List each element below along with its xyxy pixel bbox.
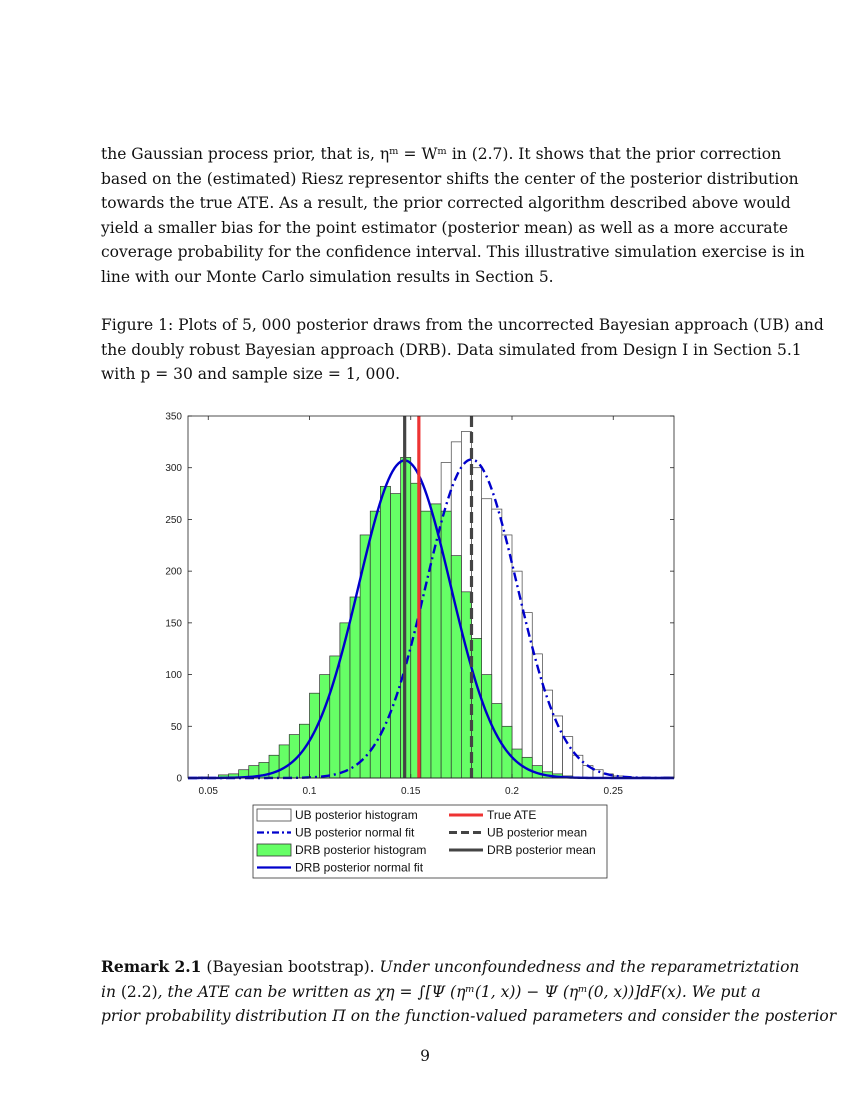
drb-histogram-bar (391, 494, 401, 778)
legend-swatch (257, 844, 291, 856)
y-tick-label: 0 (176, 773, 182, 785)
legend-label: DRB posterior mean (487, 843, 596, 857)
y-tick-label: 250 (165, 514, 182, 526)
legend-swatch (257, 809, 291, 821)
legend-label: True ATE (487, 808, 537, 822)
remark-italic: Under unconfoundedness and the reparametriztation (374, 958, 800, 976)
drb-histogram-bar (299, 724, 309, 778)
text-line: towards the true ATE. As a result, the prior corrected algorithm described above would (101, 194, 791, 213)
equation-ref[interactable]: (2.2) (120, 982, 158, 1001)
x-tick-label: 0.15 (401, 786, 421, 797)
legend-label: UB posterior normal fit (295, 825, 415, 840)
drb-histogram-bar (310, 693, 320, 778)
text-line: yield a smaller bias for the point estimator (posterior mean) as well as a more accurate (101, 218, 789, 237)
y-tick-label: 200 (165, 566, 182, 578)
ub-histogram-bar (522, 613, 532, 778)
ub-histogram-bar (542, 690, 552, 778)
drb-histogram-bar (461, 592, 471, 778)
ub-histogram-bar (532, 654, 542, 778)
remark-line (101, 980, 761, 1005)
y-tick-label: 150 (165, 618, 182, 630)
legend-label: UB posterior mean (487, 825, 588, 840)
caption-line: Figure 1: Plots of 5, 000 posterior draws from the uncorrected Bayesian approach (UB) and (101, 316, 824, 334)
legend-label: DRB posterior normal fit (295, 860, 424, 875)
ub-histogram-bar (512, 571, 522, 778)
x-tick-label: 0.25 (603, 786, 623, 797)
histogram-chart (150, 405, 690, 885)
remark-line: prior probability distribution Π on the function-valued parameters and consider the posterior (101, 1007, 837, 1026)
remark-paragraph (101, 955, 837, 1029)
text-line: based on the (estimated) Riesz representor shifts the center of the posterior distribution (101, 169, 799, 188)
drb-histogram-bar (320, 675, 330, 778)
remark-formula: , the ATE can be written as χη = ∫[Ψ (ηᵐ(1, x)) − Ψ (ηᵐ(0, x))]dF(x). (157, 982, 687, 1001)
legend-label: UB posterior histogram (295, 808, 418, 822)
text-line: line with our Monte Carlo simulation results in Section 5. (101, 267, 554, 286)
remark-italic: We put a (686, 982, 761, 1001)
x-tick-label: 0.2 (505, 786, 519, 797)
drb-histogram-bar (421, 511, 431, 778)
caption-line: the doubly robust Bayesian approach (DRB). Data simulated from Design I in Section 5.1 (101, 340, 802, 359)
y-tick-label: 300 (165, 463, 182, 475)
page-number: 9 (420, 1047, 430, 1065)
drb-histogram-bar (279, 745, 289, 778)
legend-label: DRB posterior histogram (295, 843, 427, 857)
remark-line (101, 955, 800, 980)
x-tick-label: 0.05 (198, 786, 218, 797)
remark-text: in (101, 982, 121, 1001)
caption-line: with p = 30 and sample size = 1, 000. (101, 365, 401, 384)
figure-caption (101, 313, 824, 387)
y-tick-label: 100 (165, 670, 182, 682)
x-tick-label: 0.1 (302, 786, 317, 797)
drb-histogram-bar (350, 597, 360, 778)
remark-paren: (Bayesian bootstrap). (201, 958, 375, 976)
drb-histogram-bar (451, 556, 461, 778)
text-line: the Gaussian process prior, that is, ηᵐ = Wᵐ in (2.7). It shows that the prior correction (101, 145, 782, 163)
remark-heading: Remark 2.1 (101, 957, 202, 976)
drb-histogram-bar (370, 511, 380, 778)
y-tick-label: 350 (165, 411, 182, 423)
y-tick-label: 50 (170, 721, 182, 733)
body-paragraph (101, 142, 805, 290)
text-line: coverage probability for the confidence interval. This illustrative simulation exercise is in (101, 243, 805, 262)
drb-histogram-bar (482, 675, 492, 778)
